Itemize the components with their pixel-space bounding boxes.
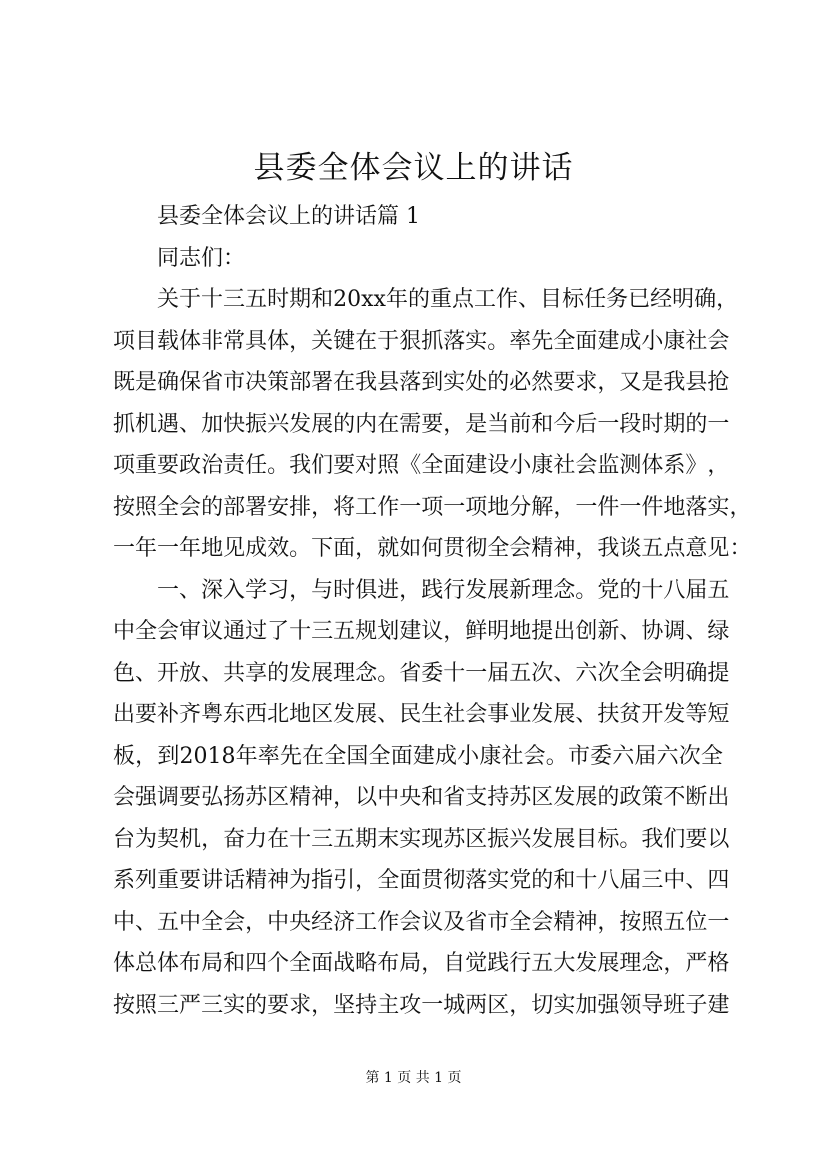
text-line: 系 列 重 要 讲 话 精 神 为 指 引 ， 全 面 贯 彻 落 实 党 的 和 十 八 届 三 中 、 四	[113, 868, 730, 893]
text-line: 同志们：	[157, 245, 246, 271]
text-line: 项 重 要 政 治 责 任 。 我 们 要 对 照 《 全 面 建 设 小 康 社 会 监 测 体 系 》 ，	[113, 453, 730, 478]
page-footer: 第 1 页 共 1 页	[365, 1070, 462, 1086]
text-line: 县委全体会议上的讲话篇 1	[157, 204, 420, 229]
text-line: 板 ， 到 2018 年 率 先 在 全 国 全 面 建 成 小 康 社 会 。 市 委 六 届 六 次 全	[113, 743, 723, 769]
text-line: 抓 机 遇 、 加 快 振 兴 发 展 的 内 在 需 要 ， 是 当 前 和 今 后 一 段 时 期 的 一	[113, 411, 730, 437]
text-line: 关 于 十 三 五 时 期 和 20xx 年 的 重 点 工 作 、 目 标 任 务 已 经 明 确 ，	[157, 287, 739, 312]
text-line: 一 、 深 入 学 习 ， 与 时 俱 进 ， 践 行 发 展 新 理 念 。 党 的 十 八 届 五	[157, 577, 730, 603]
text-line: 色 、 开 放 、 共 享 的 发 展 理 念 。 省 委 十 一 届 五 次 、 六 次 全 会 明 确 提	[113, 660, 730, 686]
text-line: 按 照 全 会 的 部 署 安 排 ， 将 工 作 一 项 一 项 地 分 解 ， 一 件 一 件 地 落 实 ，	[113, 494, 752, 520]
text-line: 中 全 会 审 议 通 过 了 十 三 五 规 划 建 议 ， 鲜 明 地 提 出 创 新 、 协 调 、 绿	[113, 619, 730, 644]
text-line: 台 为 契 机 ， 奋 力 在 十 三 五 期 末 实 现 苏 区 振 兴 发 展 目 标 。 我 们 要 以	[113, 826, 730, 852]
text-line: 项 目 载 体 非 常 具 体 ， 关 键 在 于 狠 抓 落 实 。 率 先 全 面 建 成 小 康 社 会	[113, 328, 730, 354]
text-line: 体 总 体 布 局 和 四 个 全 面 战 略 布 局 ， 自 觉 践 行 五 大 发 展 理 念 ， 严 格	[113, 951, 730, 976]
text-line: 中 、 五 中 全 会 ， 中 央 经 济 工 作 会 议 及 省 市 全 会 精 神 ， 按 照 五 位 一	[113, 909, 730, 935]
document-title: 县委全体会议上的讲话	[253, 150, 574, 186]
document-body	[113, 196, 752, 1026]
text-line: 会 强 调 要 弘 扬 苏 区 精 神 ， 以 中 央 和 省 支 持 苏 区 发 展 的 政 策 不 断 出	[113, 785, 730, 810]
text-line: 按 照 三 严 三 实 的 要 求 ， 坚 持 主 攻 一 城 两 区 ， 切 实 加 强 领 导 班 子 建	[113, 992, 730, 1018]
text-line: 一 年 一 年 地 见 成 效 。 下 面 ， 就 如 何 贯 彻 全 会 精 神 ， 我 谈 五 点 意 见 ：	[113, 536, 752, 561]
text-line: 既 是 确 保 省 市 决 策 部 署 在 我 县 落 到 实 处 的 必 然 要 求 ， 又 是 我 县 抢	[113, 370, 730, 395]
text-line: 出 要 补 齐 粤 东 西 北 地 区 发 展 、 民 生 社 会 事 业 发 展 、 扶 贫 开 发 等 短	[113, 702, 730, 727]
